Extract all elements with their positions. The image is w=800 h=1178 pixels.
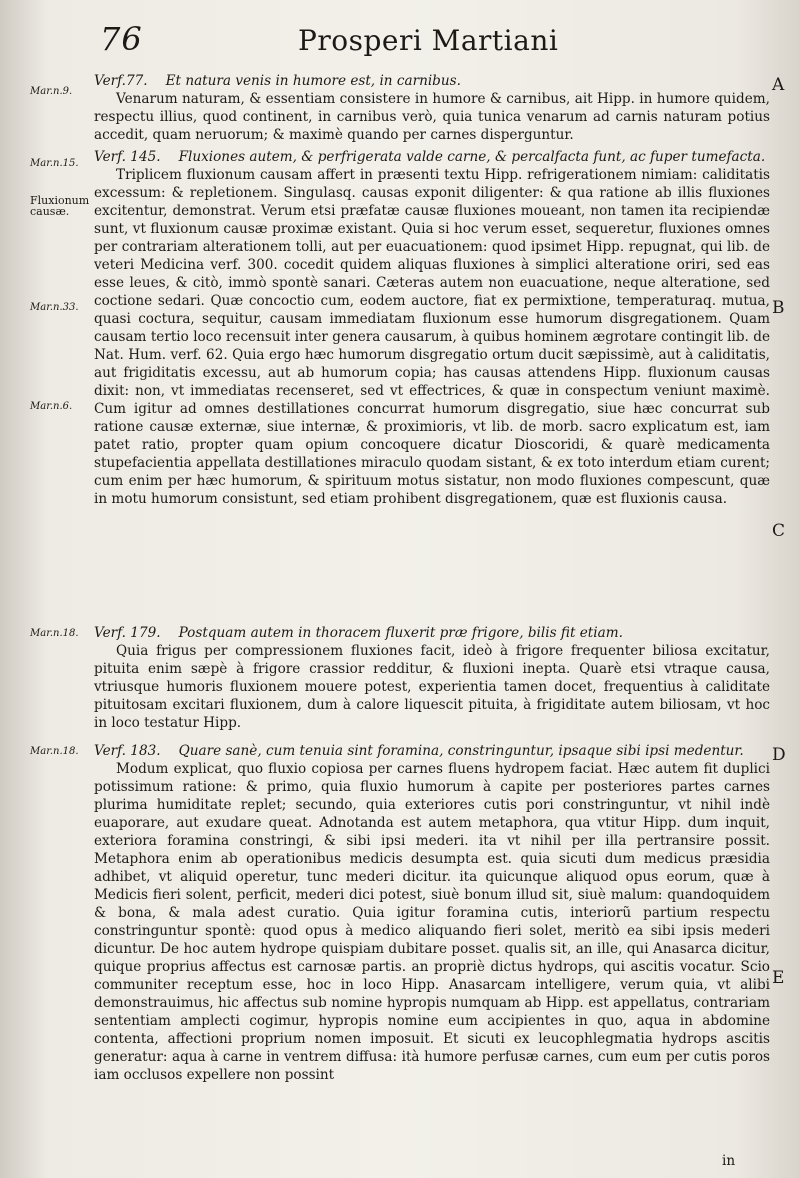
commentary-paragraph: Triplicem fluxionum causam affert in præsenti textu Hipp. refrigerationem nimiam: caliditatis excessum: & repletionem. Singulasq. causas exponit diligenter: & qua ratione ab illis fluxiones excitentur, demonstrat. Verum etsi præfatæ causæ fluxiones moueant, non tamen ita recipiendæ sunt, vt fluxionum causæ proximæ existant. Quia si hoc verum esset, sequeretur, fluxiones omnes per contrariam alterationem tolli, aut per euacuationem: quod ipsimet Hipp. repugnat, qui lib. de veteri Medicina verf. 300. cocedit quidem aliquas fluxiones à simplici alteratione oriri, sed eas esse leues, & citò, immò spontè sanari. Cæteras autem non euacuatione, neque alteratione, sed coctione sedari. Quæ concoctio cum, eodem auctore, fiat ex permixtione, temperaturaq. mutua, quasi coctura, sequitur, causam immediatam fluxionum esse humorum disgregationem. Quam causam tertio loco recensuit inter genera causarum, à quibus hominem ægrotare contingit lib. de Nat. Hum. verf. 62. Quia ergo hæc humorum disgregatio ortum ducit sæpissimè, aut à caliditatis, aut frigiditatis excessu, aut ab humorum copia; has causas attendens Hipp. fluxionum causas dixit: non, vt immediatas recenseret, sed vt effectrices, & quæ in conspectum veniunt maximè. Cum igitur ad omnes destillationes concurrat humorum disgregatio, siue hæc concurrat sub ratione causæ externæ, siue internæ, & proximioris, vt lib. de morb. sacro explicatum est, iam patet ratio, propter quam opium concoquere dicatur Dioscoridi, & quarè medicamenta stupefacientia appellata destillationes miraculo quodam sistant, & ex toto interdum etiam curent; cum enim per hæc humorum, & spirituum motus sistatur, non modo fluxiones compescunt, quæ in motu humorum consistunt, sed etiam prohibent disgregationem, quæ est fluxionis causa. — [94, 167, 770, 507]
running-title: Prosperi Martiani — [298, 24, 559, 57]
verse-reference: Verf. 145. — [94, 149, 161, 165]
margin-note: Mar.n.6. — [30, 401, 73, 412]
commentary-paragraph: Modum explicat, quo fluxio copiosa per carnes fluens hydropem faciat. Hæc autem fit duplici potissimum ratione: & primo, quia fluxio humorum à capite per posteriores partes carnes plurima humiditate replet; secundo, quia exteriores cutis pori constringuntur, vt nihil indè euaporare, aut exudare queat. Adnotanda est autem metaphora, qua vtitur Hipp. dum inquit, exteriora foramina constringi, & sibi ipsi mederi. ita vt nihil per illa pertransire possit. Metaphora enim ab operationibus medicis desumpta est. quia sicuti dum medicus præsidia adhibet, vt aliquid operetur, tunc mederi dicitur. ita quicunque aliquod opus eorum, quæ à Medicis fieri solent, perficit, mederi dici potest, siuè bonum illud sit, siuè malum: quandoquidem & bona, & mala adest curatio. Quia igitur foramina cutis, interiorũ partium respectu constringuntur spontè: quod opus à medico aliquando fieri solet, meritò ea sibi ipsis mederi dicuntur. De hoc autem hydrope quispiam dubitare posset. qualis sit, an ille, qui Anasarca dicitur, quique proprius affectus est carnosæ partis. an propriè dictus hydrops, qui ascitis vocatur. Scio communiter receptum esse, hoc in loco Hipp. Anasarcam intelligere, verum quia, vt alibi demonstrauimus, hic affectus sub nomine hypropis numquam ab Hipp. est appellatus, contrariam sententiam amplecti cogimur, hypropis nomine eum accipientes in quo, aqua in abdomine contenta, affectioni proprium nomen imposuit. Et sicuti ex leucophlegmatia hydrops ascitis generatur: aqua à carne in ventrem diffusa: ità humore perfusæ carnes, cum eum per cutis poros iam occlusos expellere non possint — [94, 761, 770, 1083]
commentary-paragraph: Quia frigus per compressionem fluxiones facit, ideò à frigore frequenter biliosa excitatur, pituita enim sæpè à frigore crassior redditur, & fluxioni inepta. Quarè etsi vtraque causa, vtriusque humoris fluxionem mouere potest, experientia tamen docet, frequentius à caliditate pituitosam excitari fluxionem, dum à calore liquescit pituita, à frigiditate autem biliosam, vt hoc in loco testatur Hipp. — [94, 643, 770, 731]
section — [94, 72, 770, 144]
verse-reference: Verf. 179. — [94, 625, 161, 641]
margin-note: Mar.n.15. — [30, 158, 79, 169]
page-number: 76 — [100, 20, 143, 58]
section — [94, 148, 770, 508]
commentary-paragraph: Venarum naturam, & essentiam consistere in humore & carnibus, ait Hipp. in humore quidem, respectu illius, quod continent, in carnibus verò, quia tunica venarum ad carnis naturam potius accedit, quam neruorum; & maximè quando per carnes disperguntur. — [94, 91, 770, 143]
margin-note: Mar.n.18. — [30, 746, 79, 757]
page-header — [0, 18, 800, 58]
margin-note: Fluxionum causæ. — [30, 194, 90, 218]
margin-letter: A — [772, 75, 785, 95]
margin-note: Mar.n.18. — [30, 628, 79, 639]
verse-heading — [94, 148, 770, 166]
margin-letter: B — [772, 298, 785, 318]
section — [94, 624, 770, 732]
margin-letter: D — [772, 745, 786, 765]
margin-letter: E — [772, 968, 785, 988]
verse-reference: Verf. 183. — [94, 743, 161, 759]
verse-heading — [94, 624, 770, 642]
section — [94, 742, 770, 1084]
verse-text: Postquam autem in thoracem fluxerit præ frigore, bilis fit etiam. — [178, 625, 623, 641]
verse-text: Quare sanè, cum tenuia sint foramina, constringuntur, ipsaque sibi ipsi medentur. — [178, 743, 744, 759]
verse-heading — [94, 742, 770, 760]
margin-letter: C — [772, 521, 786, 541]
margin-note: Mar.n.33. — [30, 302, 79, 313]
verse-heading — [94, 72, 770, 90]
verse-reference: Verf.77. — [94, 73, 148, 89]
catchword: in — [722, 1153, 736, 1169]
verse-text: Et natura venis in humore est, in carnibus. — [165, 73, 461, 89]
verse-text: Fluxiones autem, & perfrigerata valde carne, & percalfacta funt, ac fuper tumefacta. — [178, 149, 766, 165]
margin-note: Mar.n.9. — [30, 86, 73, 97]
